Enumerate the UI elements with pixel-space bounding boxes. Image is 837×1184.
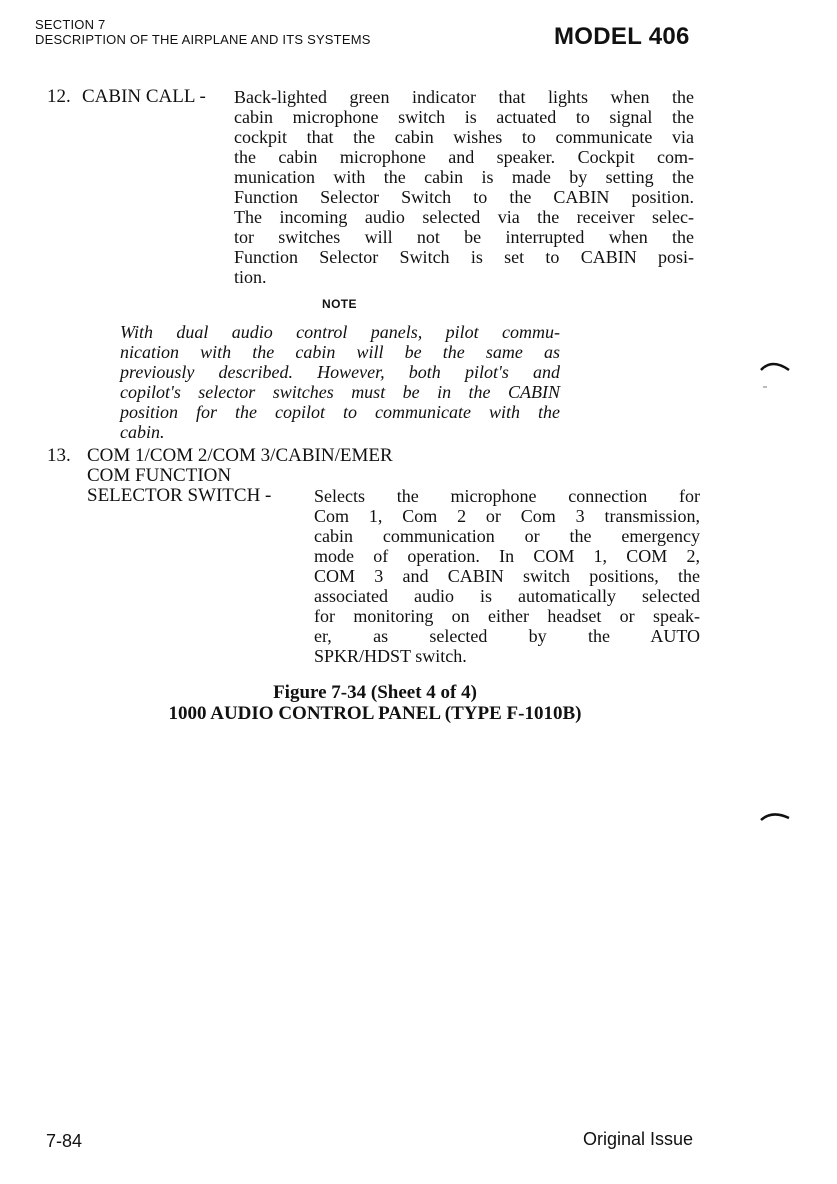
description-line: the cabin microphone and speaker. Cockpit com- xyxy=(234,147,694,167)
note-body xyxy=(120,322,560,442)
description-line: tion. xyxy=(234,267,267,287)
description-line: Selects the microphone connection for xyxy=(314,486,700,506)
item-13-number: 13. xyxy=(47,445,71,466)
description-line: Function Selector Switch to the CABIN position. xyxy=(234,187,694,207)
figure-caption-line-2: 1000 AUDIO CONTROL PANEL (TYPE F-1010B) xyxy=(168,703,582,724)
description-line: tor switches will not be interrupted when the xyxy=(234,227,694,247)
note-line: previously described. However, both pilot's and xyxy=(120,362,560,382)
note-heading: NOTE xyxy=(322,297,357,311)
item-13-description xyxy=(314,486,700,666)
item-12-description xyxy=(234,87,694,287)
description-line: Back-lighted green indicator that lights when the xyxy=(234,87,694,107)
model-title: MODEL 406 xyxy=(554,23,690,50)
description-line: munication with the cabin is made by setting the xyxy=(234,167,694,187)
section-header xyxy=(35,17,371,47)
description-line: cabin microphone switch is actuated to signal the xyxy=(234,107,694,127)
note-line: position for the copilot to communicate with the xyxy=(120,402,560,422)
description-line: The incoming audio selected via the receiver selec- xyxy=(234,207,694,227)
description-line: SPKR/HDST switch. xyxy=(314,646,467,666)
description-line: er, as selected by the AUTO xyxy=(314,626,700,646)
description-line: Function Selector Switch is set to CABIN posi- xyxy=(234,247,694,267)
margin-mark xyxy=(758,356,792,392)
description-line: COM 3 and CABIN switch positions, the xyxy=(314,566,700,586)
item-12-number: 12. xyxy=(47,86,71,107)
issue-label: Original Issue xyxy=(583,1129,694,1149)
description-line: cockpit that the cabin wishes to communicate via xyxy=(234,127,694,147)
section-subtitle: DESCRIPTION OF THE AIRPLANE AND ITS SYSTEMS xyxy=(35,32,371,47)
note-line: cabin. xyxy=(120,422,165,442)
item-13-label-line-3: SELECTOR SWITCH - xyxy=(87,485,272,506)
note-line: With dual audio control panels, pilot commu- xyxy=(120,322,560,342)
page-number: 7-84 xyxy=(46,1131,83,1151)
item-12-label: CABIN CALL - xyxy=(82,86,206,107)
margin-mark xyxy=(758,806,792,826)
description-line: for monitoring on either headset or speak- xyxy=(314,606,700,626)
item-13-label-line-2: COM FUNCTION xyxy=(87,465,232,486)
description-line: Com 1, Com 2 or Com 3 transmission, xyxy=(314,506,700,526)
description-line: mode of operation. In COM 1, COM 2, xyxy=(314,546,700,566)
description-line: cabin communication or the emergency xyxy=(314,526,700,546)
description-line: associated audio is automatically selected xyxy=(314,586,700,606)
note-line: nication with the cabin will be the same as xyxy=(120,342,560,362)
item-13-label-line-1: COM 1/COM 2/COM 3/CABIN/EMER xyxy=(87,445,393,466)
section-number: SECTION 7 xyxy=(35,17,106,32)
figure-caption-line-1: Figure 7-34 (Sheet 4 of 4) xyxy=(273,682,477,703)
note-line: copilot's selector switches must be in the CABIN xyxy=(120,382,560,402)
